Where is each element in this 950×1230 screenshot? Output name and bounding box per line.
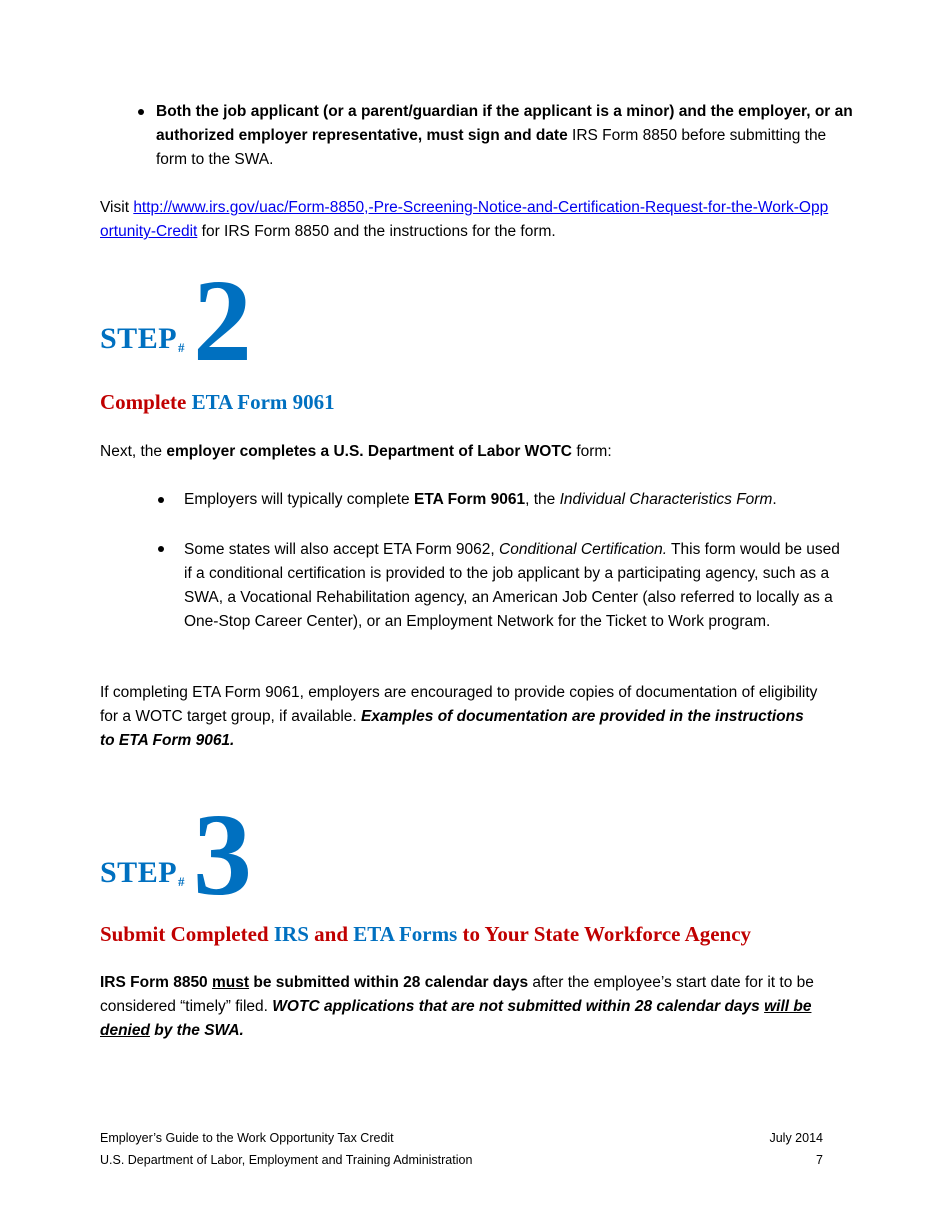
step-number: 2 [193, 255, 252, 386]
eta-9062-item: Some states will also accept ETA Form 9062, Conditional Certification. This form would be used if a conditional certification is provided to the job applicant by a participating agency, such as a SWA, a Vocational Rehabilitation agency, an American Job Center (also referred to locally as a One-Stop Career Center), or an Employment Network for the Ticket to Work program. [184, 541, 840, 630]
bullet-marker [158, 497, 164, 503]
bullet-marker [138, 109, 144, 115]
footer-left [100, 1127, 472, 1171]
page-number: 7 [816, 1153, 823, 1167]
step-number: 3 [193, 789, 252, 920]
step-3-heading: Submit Completed IRS and ETA Forms to Your State Workforce Agency [100, 922, 752, 946]
eta-9061-item: Employers will typically complete ETA Form 9061, the Individual Characteristics Form. [184, 491, 777, 508]
documentation-paragraph: If completing ETA Form 9061, employers are encouraged to provide copies of documentation of eligibility for a WOTC target group, if available. Examples of documentation are provided in the instructions to ETA Form 9061. [100, 684, 818, 749]
submission-paragraph: IRS Form 8850 must be submitted within 28 calendar days after the employee’s start date for it to be considered “timely” filed. WOTC applications that are not submitted within 28 calendar days will be denied by the SWA. [100, 974, 814, 1039]
bullet-marker [158, 546, 164, 552]
step-2-heading: Complete ETA Form 9061 [100, 390, 335, 414]
visit-paragraph: Visit http://www.irs.gov/uac/Form-8850,-Pre-Screening-Notice-and-Certification-Request-for-the-Work-Opportunity-Credit for IRS Form 8850 and the instructions for the form. [100, 199, 829, 240]
signature-requirement-item: Both the job applicant (or a parent/guardian if the applicant is a minor) and the employer, or an authorized employer representative, must sign and date IRS Form 8850 before submitting the form to the SWA. [156, 103, 853, 168]
footer-right [740, 1127, 823, 1171]
irs-form-8850-link[interactable]: http://www.irs.gov/uac/Form-8850,-Pre-Screening-Notice-and-Certification-Request-for-the-Work-Opportunity-Credit [100, 199, 829, 240]
footer-org: U.S. Department of Labor, Employment and Training Administration [100, 1153, 473, 1167]
footer-date: July 2014 [769, 1131, 823, 1145]
footer-title: Employer’s Guide to the Work Opportunity Tax Credit [100, 1131, 394, 1145]
intro-paragraph: Next, the employer completes a U.S. Department of Labor WOTC form: [100, 443, 612, 460]
